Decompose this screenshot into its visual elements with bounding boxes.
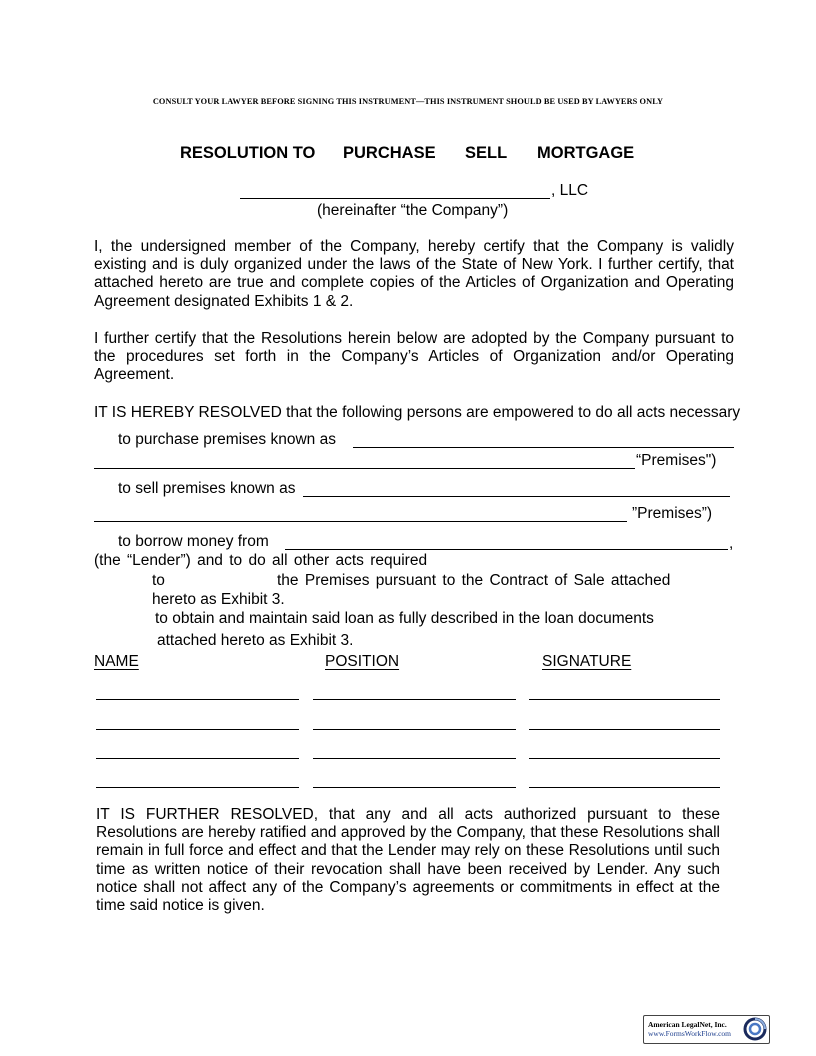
loan-exhibit-text: attached hereto as Exhibit 3.: [157, 632, 354, 649]
position-blank-row-4[interactable]: [313, 787, 516, 788]
logo-company-name: American LegalNet, Inc.: [648, 1020, 727, 1029]
company-name-blank[interactable]: [240, 198, 550, 199]
sell-label: to sell premises known as: [118, 480, 296, 497]
certification-paragraph: I, the undersigned member of the Company, hereby certify that the Company is validly existing and is duly organized under the laws of the State of New York. I further certify, that attached hereto are true and complete copies of the Articles of Organization and Operating Agreement designated Exhibits 1 & 2.: [94, 238, 734, 310]
signature-blank-row-4[interactable]: [529, 787, 720, 788]
lender-name-blank[interactable]: [285, 549, 728, 550]
lawyer-disclaimer: CONSULT YOUR LAWYER BEFORE SIGNING THIS INSTRUMENT—THIS INSTRUMENT SHOULD BE USED BY LAWYERS ONLY: [152, 97, 664, 106]
title-option-sell: SELL: [465, 144, 508, 162]
position-blank-row-3[interactable]: [313, 758, 516, 759]
signature-blank-row-2[interactable]: [529, 729, 720, 730]
resolved-intro: IT IS HEREBY RESOLVED that the following persons are empowered to do all acts necessary: [94, 404, 741, 421]
name-blank-row-3[interactable]: [96, 758, 299, 759]
signature-column-header: SIGNATURE: [542, 653, 632, 670]
logo-swirl-icon: [743, 1017, 767, 1041]
position-column-header: POSITION: [325, 653, 400, 670]
lender-line: (the “Lender”) and to do all other acts required: [94, 552, 428, 569]
signature-blank-row-1[interactable]: [529, 699, 720, 700]
sell-premises-blank-2[interactable]: [94, 521, 627, 522]
signature-blank-row-3[interactable]: [529, 758, 720, 759]
sell-premises-blank[interactable]: [303, 496, 730, 497]
purchase-label: to purchase premises known as: [118, 431, 336, 448]
borrow-label: to borrow money from: [118, 533, 269, 550]
company-hereinafter: (hereinafter “the Company”): [317, 202, 509, 219]
name-blank-row-2[interactable]: [96, 729, 299, 730]
title-option-purchase: PURCHASE: [343, 144, 436, 162]
position-blank-row-2[interactable]: [313, 729, 516, 730]
purchase-premises-blank-2[interactable]: [94, 468, 635, 469]
title-option-mortgage: MORTGAGE: [537, 144, 635, 162]
name-blank-row-4[interactable]: [96, 787, 299, 788]
company-suffix: , LLC: [551, 182, 589, 199]
purchase-premises-blank[interactable]: [353, 447, 734, 448]
logo-website: www.FormsWorkFlow.com: [648, 1029, 732, 1038]
loan-text: to obtain and maintain said loan as fully described in the loan documents: [155, 610, 654, 627]
name-column-header: NAME: [94, 653, 139, 670]
exhibit3-text: hereto as Exhibit 3.: [152, 591, 285, 608]
sell-premises-suffix: ”Premises”): [632, 505, 713, 522]
title-prefix: RESOLUTION TO: [180, 144, 316, 162]
position-blank-row-1[interactable]: [313, 699, 516, 700]
lender-comma: ,: [729, 535, 734, 552]
further-resolved-paragraph: IT IS FURTHER RESOLVED, that any and all acts authorized pursuant to these Resolutions are hereby ratified and approved by the Company, that these Resolutions shall remain in full force and effect and that the Lender may rely on these Resolutions until such time as written notice of their revocation shall have been received by Lender. Any such notice shall not affect any of the Company’s agreements or commitments in effect at the time said notice is given.: [96, 806, 720, 915]
name-blank-row-1[interactable]: [96, 699, 299, 700]
borrow-to: to: [152, 572, 165, 589]
american-legalnet-logo[interactable]: [643, 1015, 770, 1044]
premises-contract-text: the Premises pursuant to the Contract of Sale attached: [277, 572, 671, 589]
purchase-premises-suffix: “Premises"): [636, 452, 717, 469]
resolutions-adoption-paragraph: I further certify that the Resolutions herein below are adopted by the Company pursuant to the procedures set forth in the Company’s Articles of Organization and/or Operating Agreement.: [94, 330, 734, 384]
